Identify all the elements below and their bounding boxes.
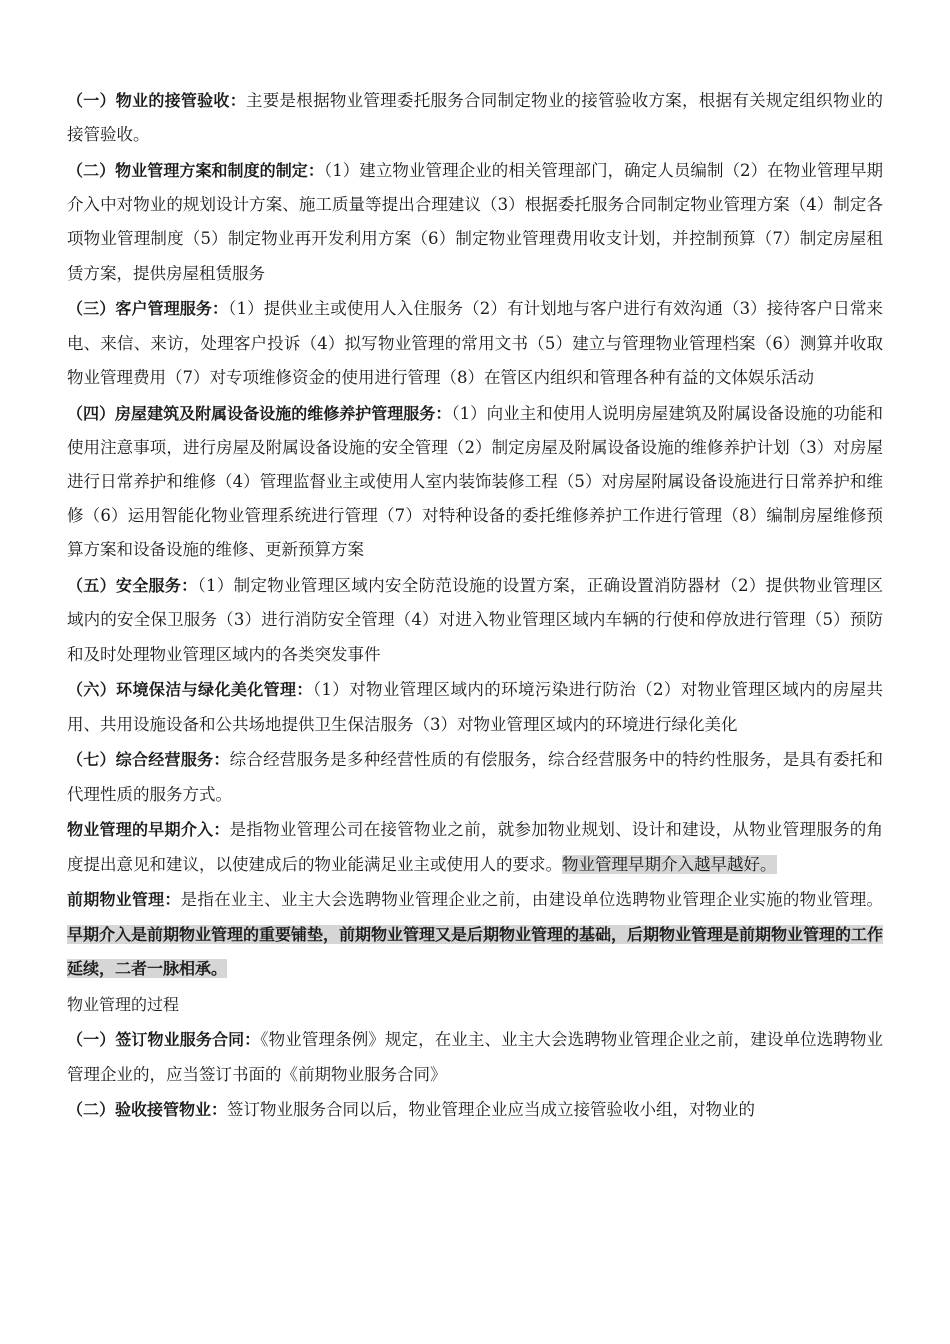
paragraph-preliminary-management — [67, 883, 883, 986]
section-body: （1）对物业管理区域内的环境污染进行防治（2）对物业管理区域内的房屋共用、共用设施设备和公共场地提供卫生保洁服务（3）对物业管理区域内的环境进行绿化美化 — [67, 680, 883, 734]
paragraph-takeover-acceptance — [67, 84, 883, 152]
section-heading: （三）客户管理服务： — [67, 299, 229, 319]
process-title: 物业管理的过程 — [67, 994, 180, 1014]
paragraph-security-service — [67, 569, 883, 672]
section-body: 主要是根据物业管理委托服务合同制定物业的接管验收方案，根据有关规定组织物业的接管验收。 — [67, 91, 883, 145]
paragraph-maintenance-service — [67, 397, 883, 568]
section-heading: （五）安全服务： — [67, 576, 198, 596]
paragraph-environment-management — [67, 673, 883, 741]
section-heading: （四）房屋建筑及附属设备设施的维修养护管理服务： — [67, 403, 452, 423]
section-heading: （一）物业的接管验收： — [67, 91, 246, 110]
section-body: 综合经营服务是多种经营性质的有偿服务，综合经营服务中的特约性服务，是具有委托和代理性质的服务方式。 — [67, 750, 883, 804]
section-heading: （六）环境保洁与绿化美化管理： — [67, 680, 313, 700]
term-body: 是指在业主、业主大会选聘物业管理企业之前，由建设单位选聘物业管理企业实施的物业管理。 — [180, 890, 883, 910]
term-body: 是指物业管理公司在接管物业之前，就参加物业规划、设计和建设，从物业管理服务的角度提出意见和建议，以使建成后的物业能满足业主或使用人的要求。 — [67, 820, 883, 874]
paragraph-comprehensive-business — [67, 743, 883, 811]
section-body: （1）制定物业管理区域内安全防范设施的设置方案，正确设置消防器材（2）提供物业管理区域内的安全保卫服务（3）进行消防安全管理（4）对进入物业管理区域内车辆的行使和停放进行管理（5）预防和及时处理物业管理区域内的各类突发事件 — [67, 576, 883, 664]
section-body: 签订物业服务合同以后，物业管理企业应当成立接管验收小组，对物业的 — [227, 1100, 756, 1120]
section-body: （1）建立物业管理企业的相关管理部门，确定人员编制（2）在物业管理早期介入中对物业的规划设计方案、施工质量等提出合理建议（3）根据委托服务合同制定物业管理方案（4）制定各项物业管理制度（5）制定物业再开发利用方案（6）制定物业管理费用收支计划，并控制预算（7）制定房屋租赁方案，提供房屋租赁服务 — [67, 161, 883, 283]
paragraph-customer-service — [67, 292, 883, 395]
term-heading: 物业管理的早期介入： — [67, 820, 230, 840]
term-heading: 前期物业管理： — [67, 890, 181, 910]
paragraph-accept-property — [67, 1093, 883, 1127]
document-page — [67, 84, 883, 1129]
paragraph-sign-contract — [67, 1023, 883, 1091]
section-heading: （一）签订物业服务合同： — [67, 1030, 261, 1050]
section-body: 《物业管理条例》规定，在业主、业主大会选聘物业管理企业之前，建设单位选聘物业管理企业的，应当签订书面的《前期物业服务合同》 — [67, 1030, 883, 1084]
paragraph-plan-and-rules — [67, 154, 883, 291]
section-heading: （二）物业管理方案和制度的制定： — [67, 161, 324, 180]
section-heading: （七）综合经营服务： — [67, 750, 230, 770]
section-body: （1）提供业主或使用人入住服务（2）有计划地与客户进行有效沟通（3）接待客户日常来电、来信、来访，处理客户投诉（4）拟写物业管理的常用文书（5）建立与管理物业管理档案（6）测算并收取物业管理费用（7）对专项维修资金的使用进行管理（8）在管区内组织和管理各种有益的文体娱乐活动 — [67, 299, 883, 387]
section-body: （1）向业主和使用人说明房屋建筑及附属设备设施的功能和使用注意事项，进行房屋及附属设备设施的安全管理（2）制定房屋及附属设备设施的维修养护计划（3）对房屋进行日常养护和维修（4）管理监督业主或使用人室内装饰装修工程（5）对房屋附属设备设施进行日常养护和维修（6）运用智能化物业管理系统进行管理（7）对特种设备的委托维修养护工作进行管理（8）编制房屋维修预算方案和设备设施的维修、更新预算方案 — [67, 403, 883, 560]
highlighted-text: 物业管理早期介入越早越好。 — [562, 854, 777, 874]
section-heading: （二）验收接管物业： — [67, 1100, 228, 1120]
paragraph-early-intervention — [67, 813, 883, 881]
highlighted-bold-text: 早期介入是前期物业管理的重要铺垫，前期物业管理又是后期物业管理的基础，后期物业管理是前期物业管理的工作延续，二者一脉相承。 — [67, 924, 884, 978]
